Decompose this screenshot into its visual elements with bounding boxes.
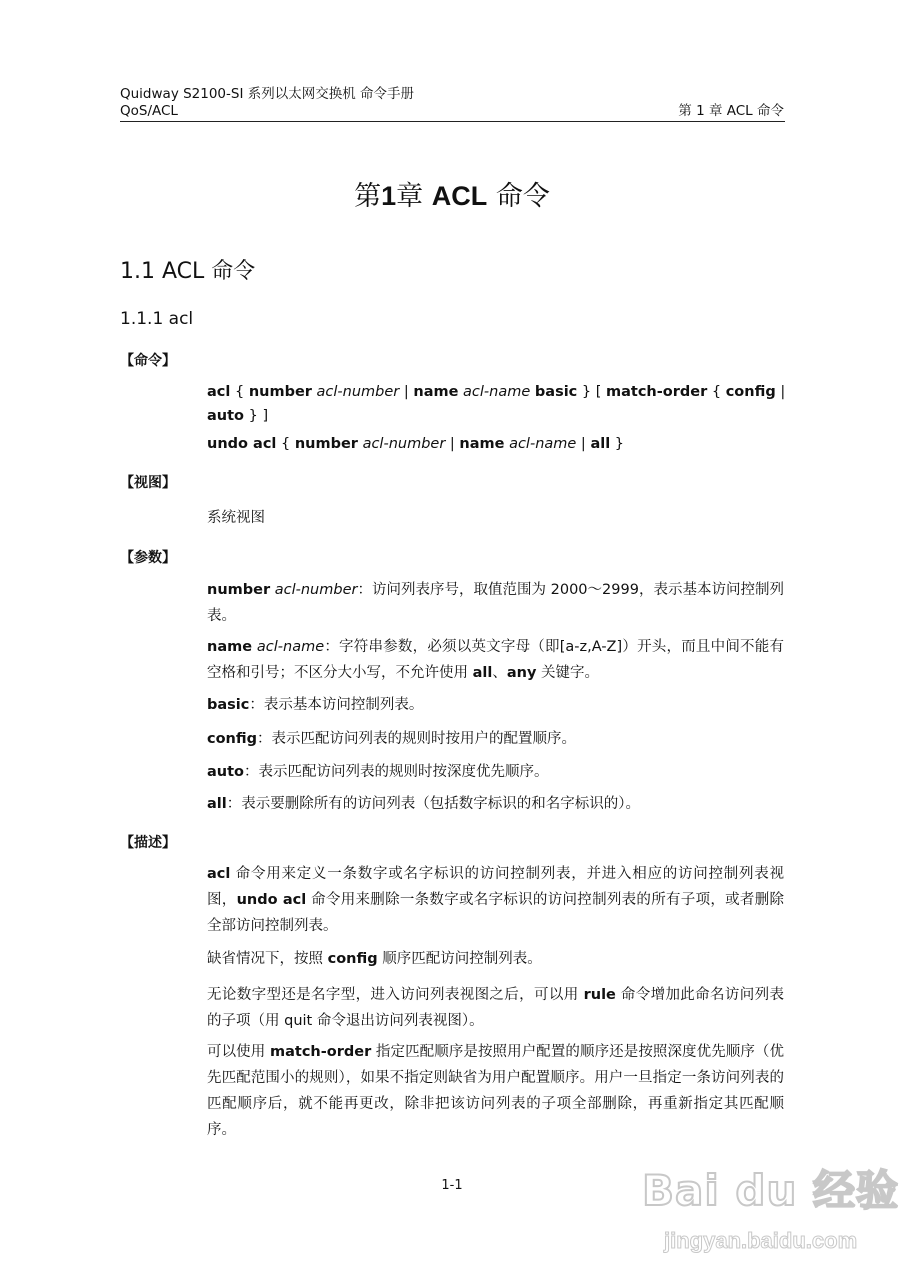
page-number: 1-1 [441, 1178, 463, 1193]
header-divider [120, 121, 785, 122]
desc-paragraph-2: 缺省情况下，按照 config 顺序匹配访问控制列表。 [207, 951, 542, 967]
label-view: 【视图】 [120, 475, 176, 491]
param-all: all：表示要删除所有的访问列表（包括数字标识的和名字标识的）。 [207, 796, 640, 812]
label-desc: 【描述】 [120, 835, 176, 851]
label-params: 【参数】 [120, 550, 176, 566]
header-product-line: Quidway S2100-SI 系列以太网交换机 命令手册 [120, 86, 415, 102]
baidu-watermark [642, 1148, 899, 1268]
subsection-title: 1.1.1 acl [120, 309, 194, 329]
watermark-url: jingyan.baidu.com [664, 1228, 858, 1253]
view-text: 系统视图 [207, 510, 265, 526]
command-syntax-line-1: acl { number acl-number | name acl-name basic } [ match-order { config | [207, 384, 786, 400]
header-chapter-ref: 第 1 章 ACL 命令 [678, 103, 784, 119]
section-title: 1.1 ACL 命令 [120, 259, 256, 284]
desc-paragraph-1: acl 命令用来定义一条数字或名字标识的访问控制列表，并进入相应的访问控制列表视图，undo acl 命令用来删除一条数字或名字标识的访问控制列表的所有子项，或者删除全部访问控制列表。 [207, 866, 784, 934]
param-name: name acl-name：字符串参数，必须以英文字母（即[a-z,A-Z]）开头，而且中间不能有空格和引号；不区分大小写，不允许使用 all、any 关键字。 [207, 639, 784, 681]
desc-paragraph-3: 无论数字型还是名字型，进入访问列表视图之后，可以用 rule 命令增加此命名访问列表的子项（用 quit 命令退出访问列表视图）。 [207, 987, 784, 1029]
header-section-path: QoS/ACL [120, 103, 178, 119]
command-syntax-line-2: auto } ] [207, 408, 269, 424]
undo-command-syntax: undo acl { number acl-number | name acl-name | all } [207, 436, 625, 452]
desc-paragraph-4: 可以使用 match-order 指定匹配顺序是按照用户配置的顺序还是按照深度优先顺序（优先匹配范围小的规则），如果不指定则缺省为用户配置顺序。用户一旦指定一条访问列表的匹配顺序后，就不能再更改，除非把该访问列表的子项全部删除，再重新指定其匹配顺序。 [207, 1044, 785, 1138]
param-config: config：表示匹配访问列表的规则时按用户的配置顺序。 [207, 731, 577, 747]
watermark-brand: Bai du 经验 [642, 1166, 899, 1215]
label-command: 【命令】 [120, 353, 176, 369]
chapter-title: 第1章 ACL 命令 [354, 181, 550, 212]
param-basic: basic：表示基本访问控制列表。 [207, 697, 424, 713]
param-auto: auto：表示匹配访问列表的规则时按深度优先顺序。 [207, 764, 549, 780]
param-number: number acl-number：访问列表序号，取值范围为 2000～2999，表示基本访问控制列表。 [207, 582, 784, 624]
